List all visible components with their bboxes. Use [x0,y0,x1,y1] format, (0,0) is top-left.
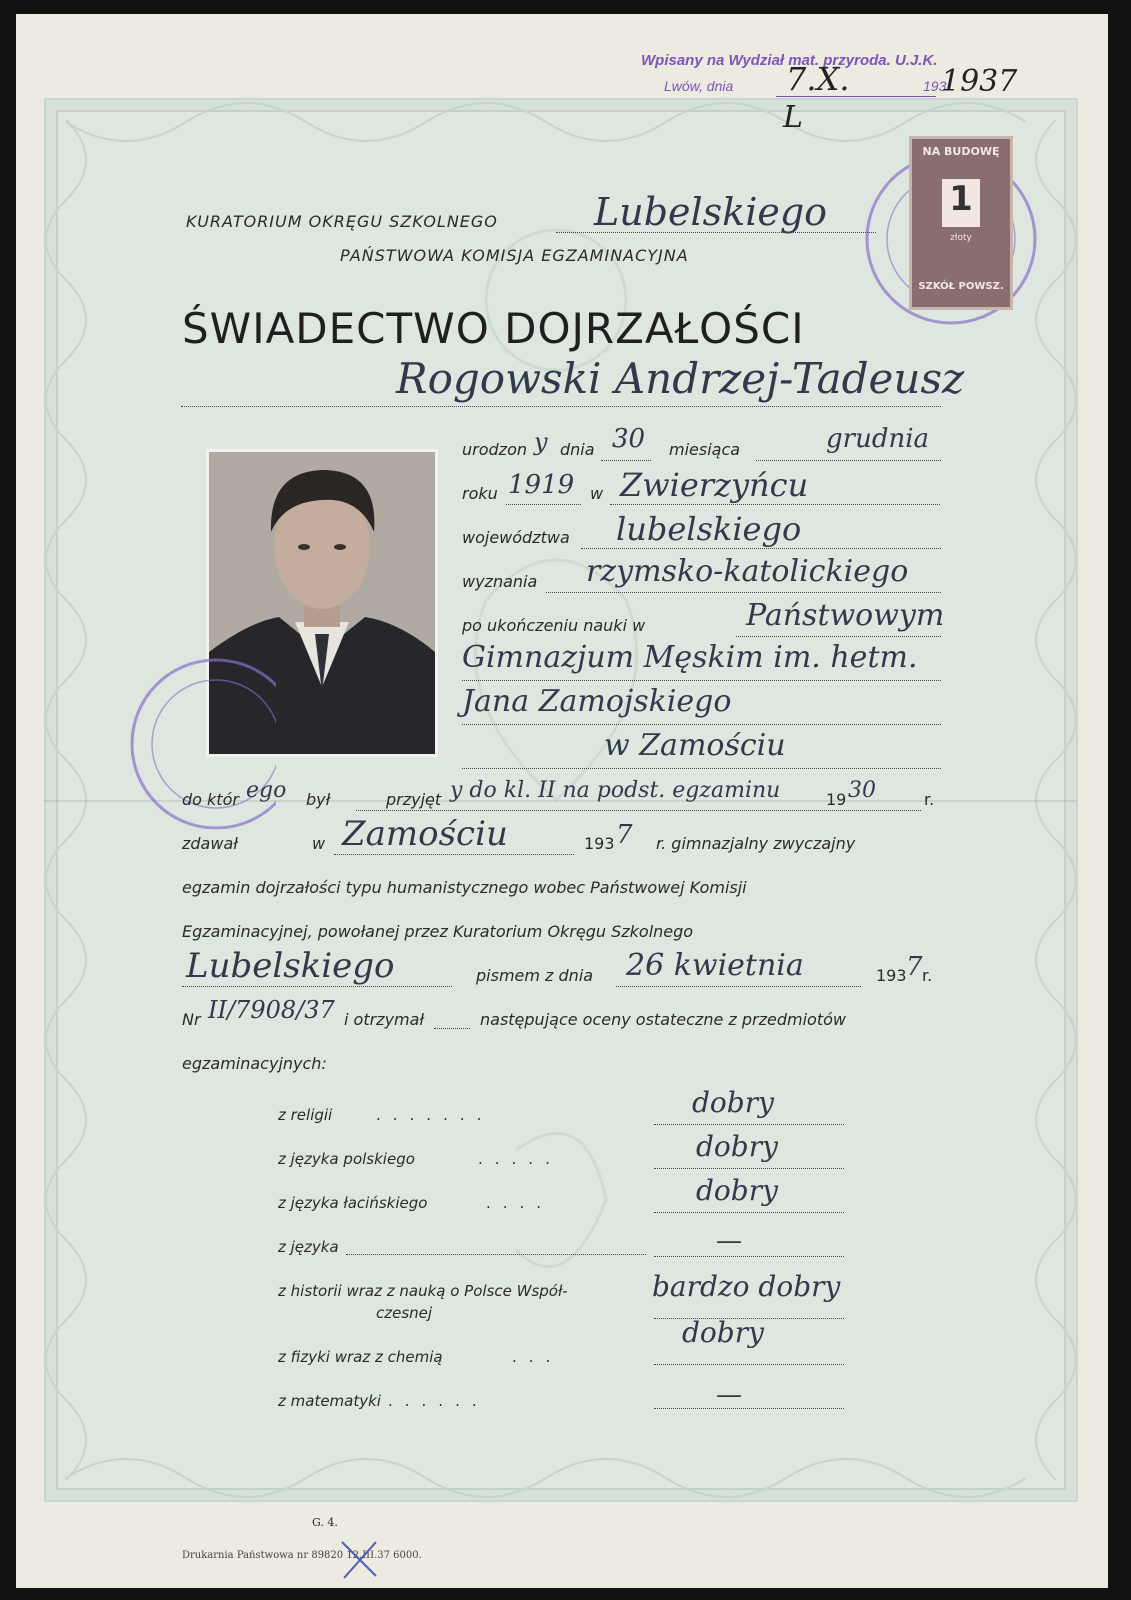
accepted-label-2: przyjęt [386,790,442,809]
place-hand: Zwierzyńcu [620,466,809,504]
kuratorium-hand: Lubelskiego [594,190,828,234]
kuratorium-label: KURATORIUM OKRĘGU SZKOLNEGO [186,212,498,231]
letter-date-hand: 26 kwietnia [626,948,804,983]
school-label: po ukończeniu nauki w [462,616,646,635]
letter-year-hand: 7 [906,952,923,982]
name-dotline [181,406,941,407]
accepted-dotline [356,810,921,811]
faith-hand: rzymsko-katolickiego [586,554,909,589]
student-name-hand: Rogowski Andrzej-Tadeusz [396,354,965,403]
accepted-hand-2: y do kl. II na podst. egzaminu [450,778,781,803]
passed-place-dotline [334,854,574,855]
grade-dots-latin: .... [486,1194,554,1212]
grade-subject-latin: z języka łacińskiego [278,1194,428,1212]
month-dotline [756,460,941,461]
school-dotline-2 [462,680,941,681]
form-number: G. 4. [312,1516,338,1529]
grade-subject-history: z historii wraz z nauką o Polsce Współ- [278,1282,568,1300]
grade-line-polish [654,1168,844,1169]
enrollment-initials-hand: L [783,100,803,135]
school-hand-2: Gimnazjum Męskim im. hetm. [462,640,918,675]
enrollment-stamp-line1: Wpisany na Wydział mat. przyroda. U.J.K. [641,52,938,69]
born-suffix-hand: y [534,428,548,456]
kuratorium-hand-2: Lubelskiego [186,946,395,986]
revenue-stamp-unit: złoty [950,233,972,243]
month-hand: grudnia [826,424,930,454]
grade-subject-language: z języka [278,1238,339,1256]
commission-label: PAŃSTWOWA KOMISJA EGZAMINACYJNA [340,246,689,265]
school-hand-1: Państwowym [746,598,945,633]
revenue-stamp-bottom: SZKÓŁ POWSZ. [918,281,1004,292]
day-dotline [601,460,651,461]
grade-dots-physics: ... [512,1348,563,1366]
grades-intro: następujące oceny ostateczne z przedmiotów [480,1010,846,1029]
blue-check-mark [336,1534,386,1584]
grade-subject-history-2: czesnej [376,1304,433,1322]
school-hand-3: Jana Zamojskiego [462,684,732,719]
page-title: ŚWIADECTWO DOJRZAŁOŚCI [182,304,805,353]
nr-hand: II/7908/37 [208,996,335,1024]
accepted-year-hand: 30 [848,778,876,803]
was-label: był [306,790,331,809]
grade-dotline-language [346,1254,646,1255]
received-label: i otrzymał [344,1010,425,1029]
month-label: miesiąca [669,440,741,459]
grade-subject-polish: z języka polskiego [278,1150,415,1168]
year-label: roku [462,484,498,503]
school-dotline-4 [462,768,941,769]
grade-dots-math: ...... [388,1392,489,1410]
voivodeship-hand: lubelskiego [616,510,802,548]
letter-year-print: 193 [876,966,907,985]
passed-rest: r. gimnazjalny zwyczajny [656,834,856,853]
letter-date-dotline [616,986,861,987]
passed-label: zdawał [182,834,238,853]
nr-label: Nr [182,1010,201,1029]
grade-dots-religion: ....... [376,1106,494,1124]
passed-place-hand: Zamościu [342,814,508,854]
kuratorium-dotline-2 [182,986,452,987]
letter-r: r. [922,966,933,985]
revenue-stamp [909,136,1013,310]
grade-value-polish: dobry [696,1130,778,1163]
school-dotline-3 [462,724,941,725]
grade-value-language: — [716,1226,742,1256]
accepted-r: r. [924,790,935,809]
place-label: w [590,484,604,503]
passed-year-print: 193 [584,834,615,853]
certificate-paper [16,14,1108,1588]
kuratorium-dotline [556,232,876,233]
school-hand-4: w Zamościu [604,728,786,763]
grade-line-math [654,1408,844,1409]
body-line-3: egzamin dojrzałości typu humanistycznego wobec Państwowej Komisji [182,878,747,897]
passed-year-hand: 7 [616,820,633,850]
grade-subject-physics: z fizyki wraz z chemią [278,1348,443,1366]
grade-subject-religion: z religii [278,1106,333,1124]
grades-intro-2: egzaminacyjnych: [182,1054,327,1073]
received-dotline [434,1028,470,1029]
enrollment-stamp-line2: Lwów, dnia [664,78,734,94]
grade-line-physics [654,1364,844,1365]
grade-value-history: bardzo dobry [652,1270,841,1303]
grade-value-latin: dobry [696,1174,778,1207]
body-line-4: Egzaminacyjnej, powołanej przez Kuratorium Okręgu Szkolnego [182,922,694,941]
faith-label: wyznania [462,572,538,591]
grade-line-language [654,1256,844,1257]
passed-w: w [312,834,326,853]
revenue-stamp-value: 1 [942,179,980,227]
revenue-stamp-top: NA BUDOWĘ [922,145,1000,158]
voivodeship-label: województwa [462,528,570,547]
day-hand: 30 [612,424,646,454]
place-dotline [610,504,940,505]
voivodeship-dotline [581,548,941,549]
faith-dotline [546,592,941,593]
grade-value-math: — [716,1380,742,1410]
accepted-label: do któr [182,790,239,809]
grade-line-latin [654,1212,844,1213]
year-dotline [506,504,581,505]
enrollment-date-hand: 7.X. [786,60,850,98]
day-label: dnia [560,440,595,459]
year-hand: 1919 [508,470,575,500]
accepted-year-print: 19 [826,790,847,809]
enrollment-year-hand: 1937 [941,64,1018,99]
accepted-hand-1: ego [246,778,287,803]
born-label: urodzon [462,440,527,459]
grade-subject-math: z matematyki [278,1392,381,1410]
grade-value-physics: dobry [682,1316,764,1349]
printer-info: Drukarnia Państwowa nr 89820 12.III.37 6000. [182,1550,422,1561]
enrollment-year-print: 193 [923,78,947,94]
grade-line-religion [654,1124,844,1125]
grade-value-religion: dobry [692,1086,774,1119]
grade-dots-polish: ..... [478,1150,562,1168]
school-dotline-1 [736,636,941,637]
letter-label: pismem z dnia [476,966,594,985]
round-seal-left [116,644,276,844]
